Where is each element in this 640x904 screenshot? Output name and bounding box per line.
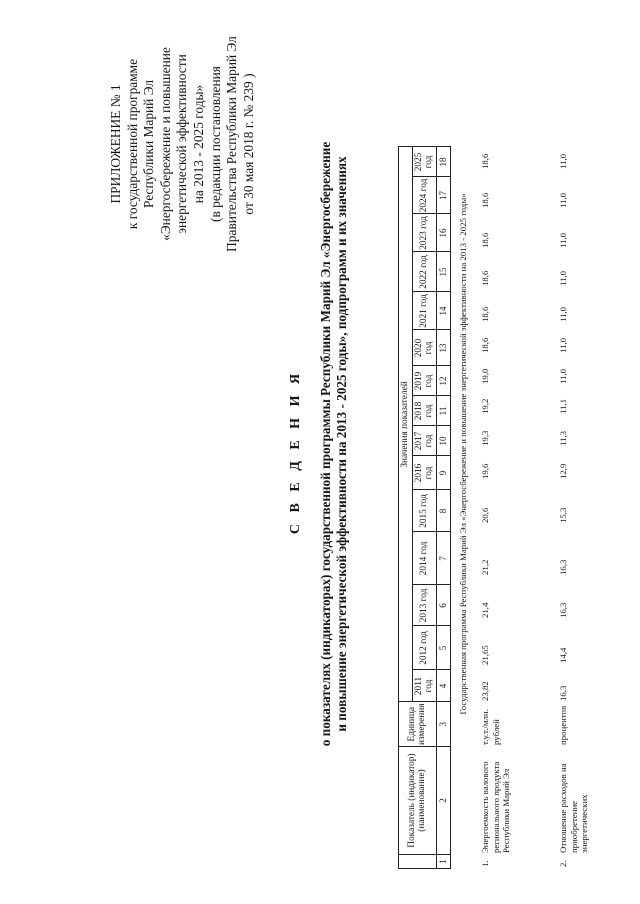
appendix-line: Правительства Республики Марий Эл bbox=[224, 36, 240, 252]
header-year: 2025 год bbox=[412, 147, 436, 177]
column-number: 12 bbox=[436, 366, 450, 396]
row-value: 16,3 bbox=[558, 559, 568, 575]
row-unit: т.у.т./млн. рублей bbox=[480, 709, 501, 745]
program-caption: Государственная программа Республики Марий Эл «Энергосбережение и повышение энергетической эффективности на 2013 - 2025 годы» bbox=[458, 193, 468, 715]
column-number: 8 bbox=[436, 490, 450, 532]
row-value: 11,0 bbox=[558, 270, 568, 286]
column-number: 9 bbox=[436, 456, 450, 490]
header-values-group: Значения показателей bbox=[399, 147, 413, 702]
appendix-line: «Энергосбережение и повышение bbox=[157, 47, 173, 241]
appendix-line: от 30 мая 2018 г. № 239 ) bbox=[240, 73, 256, 215]
header-year: 2022 год bbox=[412, 252, 436, 292]
column-number: 2 bbox=[436, 747, 450, 855]
row-value: 19,0 bbox=[480, 368, 490, 384]
subtitle-line: о показателях (индикаторах) государственной программы Республики Марий Эл «Энергосбережение bbox=[318, 141, 333, 747]
column-number: 4 bbox=[436, 670, 450, 702]
column-number: 10 bbox=[436, 426, 450, 456]
row-number: 2. bbox=[558, 860, 568, 867]
appendix-line: Республики Марий Эл bbox=[141, 79, 157, 209]
row-value: 23,82 bbox=[480, 681, 490, 701]
row-value: 16,3 bbox=[558, 602, 568, 618]
header-unit: Единица измерения bbox=[399, 702, 437, 747]
row-value: 21,2 bbox=[480, 559, 490, 575]
row-value: 11,1 bbox=[558, 398, 568, 414]
row-number: 1. bbox=[480, 860, 490, 867]
row-value: 16,3 bbox=[558, 685, 568, 701]
appendix-line: к государственной программе bbox=[124, 58, 140, 230]
appendix-line: ПРИЛОЖЕНИЕ № 1 bbox=[108, 84, 123, 204]
row-value: 11,0 bbox=[558, 153, 568, 169]
table-row bbox=[480, 0, 540, 869]
row-value: 18,6 bbox=[480, 192, 490, 208]
row-value: 15,3 bbox=[558, 507, 568, 523]
row-value: 18,6 bbox=[480, 153, 490, 169]
column-number: 7 bbox=[436, 532, 450, 585]
header-year: 2019 год bbox=[412, 366, 436, 396]
column-number: 13 bbox=[436, 330, 450, 366]
header-year: 2014 год bbox=[412, 532, 436, 585]
row-value: 11,0 bbox=[558, 337, 568, 353]
row-value: 18,6 bbox=[480, 270, 490, 286]
appendix-header bbox=[108, 4, 257, 284]
row-value: 11,0 bbox=[558, 192, 568, 208]
table-row bbox=[558, 0, 618, 869]
subtitle-line: и повышение энергетической эффективности на 2013 - 2025 годы», подпрограмм и их значениях bbox=[334, 156, 349, 732]
document-subtitle bbox=[318, 54, 350, 834]
header-year: 2016 год bbox=[412, 456, 436, 490]
header-year: 2017 год bbox=[412, 426, 436, 456]
header-year: 2013 год bbox=[412, 585, 436, 626]
row-value: 11,0 bbox=[558, 368, 568, 384]
column-number: 1 bbox=[436, 855, 450, 869]
appendix-line: (в редакции постановления bbox=[207, 66, 223, 222]
row-value: 20,6 bbox=[480, 507, 490, 523]
header-year: 2020 год bbox=[412, 330, 436, 366]
header-year: 2015 год bbox=[412, 490, 436, 532]
header-year: 2021 год bbox=[412, 292, 436, 330]
row-value: 18,6 bbox=[480, 306, 490, 322]
row-value: 11,3 bbox=[558, 430, 568, 446]
column-number: 3 bbox=[436, 702, 450, 747]
header-year: 2018 год bbox=[412, 396, 436, 426]
header-indicator: Показатель (индикатор) (наименование) bbox=[399, 747, 437, 855]
row-value: 19,3 bbox=[480, 430, 490, 446]
column-number: 16 bbox=[436, 214, 450, 252]
row-value: 19,6 bbox=[480, 463, 490, 479]
row-value: 21,4 bbox=[480, 602, 490, 618]
row-value: 19,2 bbox=[480, 398, 490, 414]
appendix-line: энергетической эффективности bbox=[174, 54, 190, 234]
column-number: 14 bbox=[436, 292, 450, 330]
row-value: 21,65 bbox=[480, 645, 490, 665]
row-value: 14,4 bbox=[558, 647, 568, 663]
row-value: 11,0 bbox=[558, 232, 568, 248]
column-number: 11 bbox=[436, 396, 450, 426]
row-indicator-name: Отношение расходов на приобретение энергетических bbox=[558, 763, 589, 853]
row-value: 18,6 bbox=[480, 232, 490, 248]
row-value: 12,9 bbox=[558, 463, 568, 479]
header-year: 2012 год bbox=[412, 626, 436, 670]
header-number-col bbox=[399, 855, 437, 869]
header-year: 2023 год bbox=[412, 214, 436, 252]
column-number: 15 bbox=[436, 252, 450, 292]
column-number: 5 bbox=[436, 626, 450, 670]
document-title: С В Е Д Е Н И Я bbox=[288, 369, 303, 535]
column-number: 6 bbox=[436, 585, 450, 626]
indicators-table bbox=[398, 146, 451, 869]
row-value: 18,6 bbox=[480, 337, 490, 353]
row-indicator-name: Энергоемкость валового регионального продукта Республики Марий Эл bbox=[480, 761, 511, 853]
row-unit: процентов bbox=[558, 705, 568, 745]
appendix-line: на 2013 - 2025 годы» bbox=[190, 84, 206, 204]
column-number: 17 bbox=[436, 177, 450, 214]
row-value: 11,0 bbox=[558, 306, 568, 322]
header-year: 2011 год bbox=[412, 670, 436, 702]
header-year: 2024 год bbox=[412, 177, 436, 214]
column-number: 18 bbox=[436, 147, 450, 177]
